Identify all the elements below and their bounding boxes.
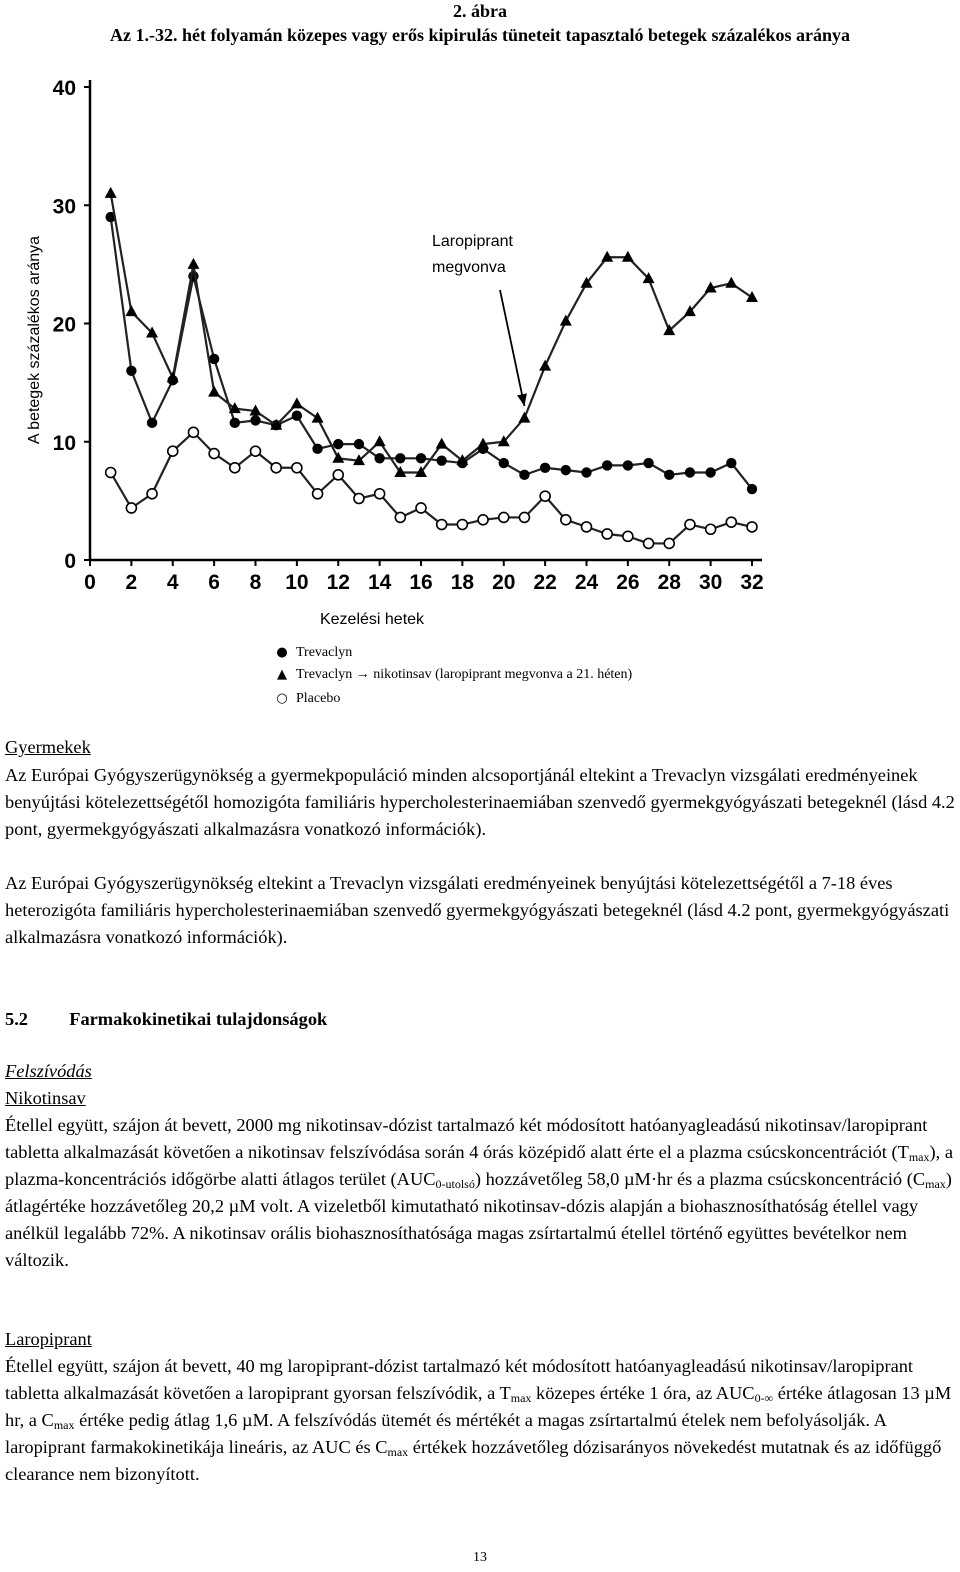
legend-symbol-filled-triangle: ▲ xyxy=(277,667,287,682)
data-point xyxy=(478,515,488,525)
data-point xyxy=(519,470,529,480)
data-point xyxy=(354,439,364,449)
data-point xyxy=(333,439,343,449)
laro-text-5: értékek hozzávetőleg dózisarányos növekedést mutatnak és az időfüggő clearance nem bizonyított. xyxy=(5,1437,942,1484)
x-tick-label: 6 xyxy=(208,571,220,594)
data-point xyxy=(747,522,757,532)
niacin-text-3: ) hozzávetőleg 58,0 µM·hr és a plazma csúcskoncentráció (C xyxy=(474,1169,926,1189)
legend-symbol-filled-circle: ● xyxy=(276,645,288,660)
data-point xyxy=(395,453,405,463)
niacin-text-1: Étellel együtt, szájon át bevett, 2000 mg nikotinsav-dózist tartalmazó két módosított hatóanyagleadású nikotinsav/laropiprant tabletta alkalmazását követően a nikotinsav felszívódása során 4 órás középidő alatt érte el a plazma csúcskoncentrációt (T xyxy=(5,1115,928,1162)
data-point xyxy=(540,463,550,473)
section-title: Farmakokinetikai tulajdonságok xyxy=(69,1009,328,1029)
legend-item-placebo xyxy=(276,690,341,708)
data-point xyxy=(664,470,674,480)
x-tick-label: 14 xyxy=(367,571,392,594)
absorption-heading: Felszívódás xyxy=(5,1061,92,1081)
x-tick-label: 16 xyxy=(409,571,433,594)
series-open-circle xyxy=(106,427,757,548)
data-point xyxy=(313,489,323,499)
x-tick-label: 8 xyxy=(249,571,262,594)
data-point xyxy=(105,187,117,198)
legend-item-trevaclyn-niacin xyxy=(277,666,633,684)
laro-sub-1: max xyxy=(510,1391,532,1405)
laro-sub-3: max xyxy=(53,1418,75,1432)
data-point xyxy=(291,397,303,408)
data-point xyxy=(333,470,343,480)
data-point xyxy=(602,460,612,470)
data-point xyxy=(250,415,260,425)
laro-text-2: közepes értéke 1 óra, az AUC xyxy=(531,1383,755,1403)
data-point xyxy=(312,444,322,454)
data-point xyxy=(230,463,240,473)
x-tick-label: 12 xyxy=(326,571,350,594)
data-point xyxy=(519,512,529,522)
niacin-sub-1: max xyxy=(908,1150,930,1164)
data-point xyxy=(685,467,695,477)
laro-text-3: értéke átlagosan 13 µM hr, a C xyxy=(5,1383,952,1430)
laro-text-4: értéke pedig átlag 1,6 µM. A felszívódás ütemét és mértékét a magas zsírtartalmú ételek nem befolyásolják. A laropiprant farmakokinetikája lineáris, az AUC és C xyxy=(5,1410,886,1457)
data-point xyxy=(643,458,653,468)
data-point xyxy=(416,453,426,463)
series-filled-circle xyxy=(105,212,757,494)
data-point xyxy=(706,524,716,534)
data-point xyxy=(374,453,384,463)
figure-number: 2. ábra xyxy=(453,1,507,21)
data-point xyxy=(251,446,261,456)
y-tick-label: 10 xyxy=(52,431,76,455)
data-point xyxy=(125,305,137,316)
legend-label: Trevaclyn xyxy=(296,645,353,660)
data-point xyxy=(188,427,198,437)
annotation-group xyxy=(432,233,527,406)
x-axis-label: Kezelési hetek xyxy=(319,611,425,628)
legend-label: Trevaclyn → nikotinsav (laropiprant megvonva a 21. héten) xyxy=(296,667,633,682)
children-heading: Gyermekek xyxy=(5,737,91,757)
data-point xyxy=(436,455,446,465)
x-tick-label: 0 xyxy=(84,571,96,594)
y-axis-label: A betegek százalékos aránya xyxy=(26,235,43,445)
data-point xyxy=(126,503,136,513)
data-point xyxy=(561,465,571,475)
data-point xyxy=(705,467,715,477)
y-tick-label: 20 xyxy=(52,313,76,337)
data-point xyxy=(726,458,736,468)
data-point xyxy=(518,412,530,423)
data-point xyxy=(725,277,737,288)
annotation-line-1: Laropiprant xyxy=(432,233,513,250)
data-point xyxy=(685,520,695,530)
laro-sub-2: 0-∞ xyxy=(754,1391,774,1405)
data-point xyxy=(664,538,674,548)
data-point xyxy=(644,538,654,548)
children-paragraph-1: Az Európai Gyógyszerügynökség a gyermekpopuláció minden alcsoportjánál eltekint a Trevaclyn vizsgálati eredményeinek benyújtási kötelezettségétől homozigóta familiáris hypercholesterinaemiában szenvedő gyermekgyógyászati betegeknél (lásd 4.2 pont, gyermekgyógyászati alkalmazásra vonatkozó információk). xyxy=(5,765,955,839)
data-point xyxy=(292,411,302,421)
data-point xyxy=(623,460,633,470)
data-point xyxy=(230,418,240,428)
y-tick-label: 30 xyxy=(52,195,76,219)
laropiprant-heading: Laropiprant xyxy=(5,1329,92,1349)
laro-text-1: Étellel együtt, szájon át bevett, 40 mg laropiprant-dózist tartalmazó két módosított hatóanyagleadású nikotinsav/laropiprant tabletta alkalmazását követően a laropiprant gyorsan felszívódik, a T xyxy=(5,1356,914,1403)
series-filled-triangle xyxy=(105,187,758,477)
x-tick-label: 24 xyxy=(574,571,599,594)
data-point xyxy=(540,491,550,501)
x-tick-label: 4 xyxy=(166,571,179,594)
niacin-text-4: ) átlagértéke hozzávetőleg 20,2 µM volt. A vizeletből kimutatható nikotinsav-dózis alapján a biohasznosíthatóság étellel vagy anélkül legalább 72%. A nikotinsav orális biohasznosíthatósága magas zsírtartalmú étellel történő együttes bevételkor nem változik. xyxy=(5,1169,952,1270)
page-number: 13 xyxy=(473,1550,487,1565)
figure-title: Az 1.-32. hét folyamán közepes vagy erős kipirulás tüneteit tapasztaló betegek százalékos aránya xyxy=(110,25,850,45)
children-paragraph-2: Az Európai Gyógyszerügynökség eltekint a Trevaclyn vizsgálati eredményeinek benyújtási kötelezettségétől a 7-18 éves heterozigóta familiáris hypercholesterinaemiában szenvedő gyermekgyógyászati betegeknél (lásd 4.2 pont, gyermekgyógyászati alkalmazásra vonatkozó információk). xyxy=(5,873,950,947)
data-point xyxy=(312,412,324,423)
data-point xyxy=(354,494,364,504)
legend-symbol-open-circle: ○ xyxy=(276,691,288,706)
laropiprant-paragraph xyxy=(5,1353,957,1488)
data-point xyxy=(106,467,116,477)
data-point xyxy=(126,366,136,376)
data-point xyxy=(208,386,220,397)
data-point xyxy=(332,452,344,463)
data-point xyxy=(167,371,179,382)
data-point xyxy=(436,438,448,449)
annotation-arrow-line xyxy=(500,290,524,406)
data-point xyxy=(209,354,219,364)
legend-label: Placebo xyxy=(296,691,341,706)
data-point xyxy=(147,489,157,499)
legend-item-trevaclyn xyxy=(276,644,353,662)
data-point xyxy=(457,520,467,530)
series-line xyxy=(111,432,752,543)
x-tick-label: 26 xyxy=(616,571,640,594)
data-point xyxy=(147,418,157,428)
data-point xyxy=(187,258,199,269)
data-point xyxy=(581,467,591,477)
data-point xyxy=(499,512,509,522)
data-point xyxy=(395,512,405,522)
data-point xyxy=(746,291,758,302)
data-point xyxy=(375,489,385,499)
x-tick-label: 20 xyxy=(492,571,516,594)
section-heading xyxy=(5,1006,957,1033)
y-tick-label: 0 xyxy=(64,550,76,573)
section-number: 5.2 xyxy=(5,1009,28,1029)
data-point xyxy=(561,515,571,525)
data-point xyxy=(602,529,612,539)
x-tick-label: 32 xyxy=(740,571,764,594)
data-point xyxy=(582,522,592,532)
niacin-paragraph xyxy=(5,1112,957,1274)
data-point xyxy=(499,458,509,468)
niacin-text-2: ), a plazma-koncentrációs időgörbe alatti átlagos terület (AUC xyxy=(5,1142,953,1189)
x-tick-label: 28 xyxy=(657,571,681,594)
niacin-heading: Nikotinsav xyxy=(5,1088,86,1108)
niacin-sub-2: 0-utolsó xyxy=(435,1177,475,1191)
data-point xyxy=(374,435,386,446)
x-tick-label: 22 xyxy=(533,571,557,594)
laro-sub-4: max xyxy=(387,1445,409,1459)
data-point xyxy=(539,360,551,371)
annotation-arrow-head xyxy=(517,393,527,406)
x-tick-label: 18 xyxy=(450,571,475,594)
data-point xyxy=(292,463,302,473)
data-point xyxy=(168,446,178,456)
flushing-chart xyxy=(0,70,960,640)
data-point xyxy=(209,449,219,459)
niacin-sub-3: max xyxy=(925,1177,946,1191)
data-point xyxy=(747,484,757,494)
x-tick-label: 10 xyxy=(285,571,309,594)
data-point xyxy=(416,503,426,513)
x-tick-label: 30 xyxy=(698,571,723,594)
y-tick-label: 40 xyxy=(52,77,76,100)
data-point xyxy=(623,531,633,541)
data-point xyxy=(271,463,281,473)
data-point xyxy=(437,520,447,530)
data-point xyxy=(560,315,572,326)
x-tick-label: 2 xyxy=(125,571,138,594)
annotation-line-2: megvonva xyxy=(432,259,506,276)
data-point xyxy=(726,517,736,527)
